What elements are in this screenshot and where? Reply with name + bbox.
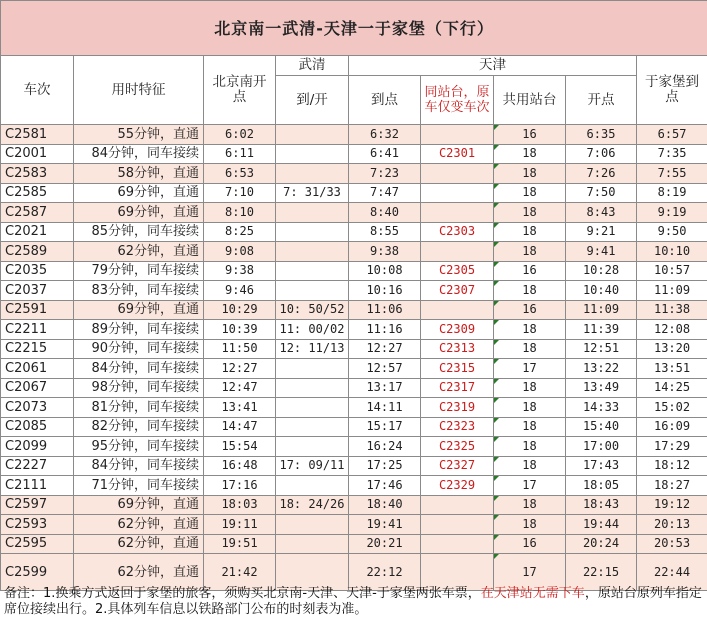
header-train: 车次 [1,56,74,125]
yujiapu-arrive-cell: 11:38 [637,300,707,320]
tianjin-depart-cell: 9:41 [566,242,637,262]
tianjin-depart-cell: 7:50 [566,183,637,203]
beijing-depart-cell: 13:41 [204,398,276,418]
note-part1: 备注：1.换乘方式返回于家堡的旅客，须购买北京南-天津、天津-于家堡两张车票， [4,586,481,601]
yujiapu-arrive-cell: 12:08 [637,320,707,340]
tianjin-arrive-cell: 12:57 [349,359,421,379]
shared-platform-cell: 16 [494,300,566,320]
tianjin-depart-cell: 14:33 [566,398,637,418]
tianjin-arrive-cell: 8:40 [349,203,421,223]
shared-platform-cell: 18 [494,242,566,262]
yujiapu-arrive-cell: 22:44 [637,554,707,591]
shared-platform-cell: 16 [494,534,566,554]
table-row [1,417,707,437]
header-wuqing-sub: 到/开 [276,76,349,125]
yujiapu-arrive-cell: 9:50 [637,222,707,242]
tianjin-arrive-cell: 15:17 [349,417,421,437]
beijing-depart-cell: 6:53 [204,164,276,184]
wuqing-arr-dep-cell [276,222,349,242]
wuqing-arr-dep-cell [276,242,349,262]
tianjin-depart-cell: 7:06 [566,144,637,164]
beijing-depart-cell: 14:47 [204,417,276,437]
header-tianjin: 天津 [349,56,637,76]
footnote [0,586,707,620]
train-number-cell: C2581 [1,125,74,145]
same-platform-train-cell [421,183,494,203]
same-platform-train-cell [421,554,494,591]
same-platform-train-cell: C2309 [421,320,494,340]
train-number-cell: C2595 [1,534,74,554]
wuqing-arr-dep-cell: 17: 09/11 [276,456,349,476]
yujiapu-arrive-cell: 10:57 [637,261,707,281]
wuqing-arr-dep-cell [276,164,349,184]
duration-feature-cell: 62分钟，直通 [74,554,204,591]
same-platform-train-cell: C2301 [421,144,494,164]
header-wuqing: 武清 [276,56,349,76]
same-platform-train-cell [421,125,494,145]
tianjin-depart-cell: 15:40 [566,417,637,437]
shared-platform-cell: 18 [494,339,566,359]
duration-feature-cell: 79分钟，同车接续 [74,261,204,281]
beijing-depart-cell: 9:46 [204,281,276,301]
shared-platform-cell: 18 [494,281,566,301]
shared-platform-cell: 17 [494,359,566,379]
same-platform-train-cell [421,203,494,223]
wuqing-arr-dep-cell: 7: 31/33 [276,183,349,203]
table-row [1,359,707,379]
shared-platform-cell: 18 [494,417,566,437]
beijing-depart-cell: 18:03 [204,495,276,515]
beijing-depart-cell: 16:48 [204,456,276,476]
wuqing-arr-dep-cell [276,398,349,418]
header-tj-depart: 开点 [566,76,637,125]
tianjin-arrive-cell: 10:16 [349,281,421,301]
shared-platform-cell: 16 [494,125,566,145]
train-number-cell: C2073 [1,398,74,418]
table-row [1,534,707,554]
beijing-depart-cell: 6:11 [204,144,276,164]
beijing-depart-cell: 17:16 [204,476,276,496]
same-platform-train-cell: C2307 [421,281,494,301]
train-number-cell: C2067 [1,378,74,398]
tianjin-depart-cell: 17:43 [566,456,637,476]
wuqing-arr-dep-cell [276,378,349,398]
header-tj-arrive: 到点 [349,76,421,125]
wuqing-arr-dep-cell [276,144,349,164]
shared-platform-cell: 18 [494,320,566,340]
shared-platform-cell: 18 [494,515,566,535]
same-platform-train-cell [421,495,494,515]
beijing-depart-cell: 10:39 [204,320,276,340]
tianjin-arrive-cell: 12:27 [349,339,421,359]
beijing-depart-cell: 9:08 [204,242,276,262]
tianjin-depart-cell: 13:22 [566,359,637,379]
yujiapu-arrive-cell: 7:35 [637,144,707,164]
yujiapu-arrive-cell: 8:19 [637,183,707,203]
yujiapu-arrive-cell: 11:09 [637,281,707,301]
table-row [1,242,707,262]
train-number-cell: C2099 [1,437,74,457]
shared-platform-cell: 18 [494,456,566,476]
same-platform-train-cell: C2323 [421,417,494,437]
wuqing-arr-dep-cell: 10: 50/52 [276,300,349,320]
duration-feature-cell: 62分钟，直通 [74,515,204,535]
duration-feature-cell: 69分钟，直通 [74,203,204,223]
tianjin-arrive-cell: 11:06 [349,300,421,320]
tianjin-depart-cell: 7:26 [566,164,637,184]
table-row [1,164,707,184]
shared-platform-cell: 18 [494,144,566,164]
train-number-cell: C2593 [1,515,74,535]
tianjin-depart-cell: 10:40 [566,281,637,301]
header-tj-shared-platform: 共用站台 [494,76,566,125]
beijing-depart-cell: 11:50 [204,339,276,359]
tianjin-depart-cell: 20:24 [566,534,637,554]
train-number-cell: C2061 [1,359,74,379]
same-platform-train-cell: C2315 [421,359,494,379]
train-number-cell: C2111 [1,476,74,496]
shared-platform-cell: 18 [494,398,566,418]
beijing-depart-cell: 10:29 [204,300,276,320]
table-row [1,339,707,359]
tianjin-arrive-cell: 18:40 [349,495,421,515]
same-platform-train-cell: C2303 [421,222,494,242]
train-number-cell: C2591 [1,300,74,320]
table-row [1,281,707,301]
train-number-cell: C2211 [1,320,74,340]
duration-feature-cell: 62分钟，直通 [74,242,204,262]
table-row [1,456,707,476]
header-yujiapu: 于家堡到点 [637,56,707,125]
table-row [1,203,707,223]
duration-feature-cell: 98分钟，同车接续 [74,378,204,398]
same-platform-train-cell: C2329 [421,476,494,496]
beijing-depart-cell: 9:38 [204,261,276,281]
title-row [1,1,707,56]
train-number-cell: C2001 [1,144,74,164]
train-number-cell: C2215 [1,339,74,359]
beijing-depart-cell: 8:10 [204,203,276,223]
shared-platform-cell: 17 [494,476,566,496]
header-row-1 [1,56,707,76]
wuqing-arr-dep-cell [276,554,349,591]
beijing-depart-cell: 21:42 [204,554,276,591]
tianjin-arrive-cell: 17:46 [349,476,421,496]
yujiapu-arrive-cell: 18:27 [637,476,707,496]
duration-feature-cell: 71分钟，同车接续 [74,476,204,496]
wuqing-arr-dep-cell [276,534,349,554]
duration-feature-cell: 82分钟，同车接续 [74,417,204,437]
yujiapu-arrive-cell: 14:25 [637,378,707,398]
table-row [1,378,707,398]
yujiapu-arrive-cell: 17:29 [637,437,707,457]
beijing-depart-cell: 6:02 [204,125,276,145]
yujiapu-arrive-cell: 15:02 [637,398,707,418]
tianjin-depart-cell: 19:44 [566,515,637,535]
same-platform-train-cell [421,300,494,320]
same-platform-train-cell: C2305 [421,261,494,281]
shared-platform-cell: 18 [494,437,566,457]
note-highlight: 在天津站无需下车 [480,586,585,601]
shared-platform-cell: 17 [494,554,566,591]
tianjin-arrive-cell: 14:11 [349,398,421,418]
duration-feature-cell: 84分钟，同车接续 [74,359,204,379]
tianjin-arrive-cell: 6:32 [349,125,421,145]
duration-feature-cell: 89分钟，同车接续 [74,320,204,340]
train-number-cell: C2035 [1,261,74,281]
same-platform-train-cell [421,534,494,554]
tianjin-depart-cell: 13:49 [566,378,637,398]
tianjin-depart-cell: 8:43 [566,203,637,223]
wuqing-arr-dep-cell [276,281,349,301]
header-feature: 用时特征 [74,56,204,125]
table-row [1,476,707,496]
table-row [1,495,707,515]
train-number-cell: C2085 [1,417,74,437]
same-platform-train-cell: C2327 [421,456,494,476]
tianjin-depart-cell: 17:00 [566,437,637,457]
tianjin-depart-cell: 12:51 [566,339,637,359]
table-row [1,222,707,242]
tianjin-arrive-cell: 9:38 [349,242,421,262]
beijing-depart-cell: 7:10 [204,183,276,203]
tianjin-arrive-cell: 7:47 [349,183,421,203]
tianjin-arrive-cell: 10:08 [349,261,421,281]
beijing-depart-cell: 12:47 [204,378,276,398]
yujiapu-arrive-cell: 10:10 [637,242,707,262]
duration-feature-cell: 83分钟，同车接续 [74,281,204,301]
duration-feature-cell: 95分钟，同车接续 [74,437,204,457]
train-number-cell: C2037 [1,281,74,301]
train-number-cell: C2599 [1,554,74,591]
duration-feature-cell: 81分钟，同车接续 [74,398,204,418]
same-platform-train-cell: C2325 [421,437,494,457]
header-tj-same-platform: 同站台，原车仅变车次 [421,76,494,125]
table-row [1,261,707,281]
tianjin-arrive-cell: 13:17 [349,378,421,398]
tianjin-depart-cell: 6:35 [566,125,637,145]
duration-feature-cell: 69分钟，直通 [74,300,204,320]
shared-platform-cell: 18 [494,183,566,203]
table-row [1,320,707,340]
train-number-cell: C2021 [1,222,74,242]
wuqing-arr-dep-cell [276,476,349,496]
table-row [1,144,707,164]
yujiapu-arrive-cell: 9:19 [637,203,707,223]
same-platform-train-cell [421,515,494,535]
duration-feature-cell: 85分钟，同车接续 [74,222,204,242]
yujiapu-arrive-cell: 13:51 [637,359,707,379]
table-row [1,125,707,145]
tianjin-arrive-cell: 22:12 [349,554,421,591]
shared-platform-cell: 18 [494,495,566,515]
wuqing-arr-dep-cell: 18: 24/26 [276,495,349,515]
wuqing-arr-dep-cell [276,203,349,223]
yujiapu-arrive-cell: 20:13 [637,515,707,535]
wuqing-arr-dep-cell [276,515,349,535]
tianjin-arrive-cell: 8:55 [349,222,421,242]
wuqing-arr-dep-cell [276,261,349,281]
table-row [1,515,707,535]
wuqing-arr-dep-cell [276,125,349,145]
shared-platform-cell: 18 [494,164,566,184]
beijing-depart-cell: 8:25 [204,222,276,242]
beijing-depart-cell: 15:54 [204,437,276,457]
tianjin-arrive-cell: 6:41 [349,144,421,164]
table-row [1,398,707,418]
wuqing-arr-dep-cell: 11: 00/02 [276,320,349,340]
beijing-depart-cell: 19:51 [204,534,276,554]
tianjin-depart-cell: 22:15 [566,554,637,591]
yujiapu-arrive-cell: 20:53 [637,534,707,554]
yujiapu-arrive-cell: 13:20 [637,339,707,359]
beijing-depart-cell: 19:11 [204,515,276,535]
same-platform-train-cell [421,164,494,184]
train-number-cell: C2587 [1,203,74,223]
table-row [1,437,707,457]
tianjin-arrive-cell: 17:25 [349,456,421,476]
table-row [1,183,707,203]
wuqing-arr-dep-cell [276,437,349,457]
header-beijing: 北京南开点 [204,56,276,125]
tianjin-arrive-cell: 20:21 [349,534,421,554]
tianjin-arrive-cell: 11:16 [349,320,421,340]
duration-feature-cell: 69分钟，直通 [74,495,204,515]
same-platform-train-cell: C2317 [421,378,494,398]
same-platform-train-cell: C2319 [421,398,494,418]
train-number-cell: C2597 [1,495,74,515]
duration-feature-cell: 90分钟，同车接续 [74,339,204,359]
duration-feature-cell: 84分钟，同车接续 [74,456,204,476]
table-row [1,554,707,591]
table-title: 北京南一武清-天津一于家堡（下行） [1,1,707,56]
tianjin-depart-cell: 10:28 [566,261,637,281]
wuqing-arr-dep-cell [276,417,349,437]
train-number-cell: C2585 [1,183,74,203]
duration-feature-cell: 84分钟，同车接续 [74,144,204,164]
shared-platform-cell: 18 [494,222,566,242]
timetable-body [1,125,707,591]
duration-feature-cell: 69分钟，直通 [74,183,204,203]
beijing-depart-cell: 12:27 [204,359,276,379]
duration-feature-cell: 58分钟，直通 [74,164,204,184]
tianjin-depart-cell: 11:09 [566,300,637,320]
tianjin-arrive-cell: 16:24 [349,437,421,457]
wuqing-arr-dep-cell: 12: 11/13 [276,339,349,359]
yujiapu-arrive-cell: 7:55 [637,164,707,184]
yujiapu-arrive-cell: 6:57 [637,125,707,145]
shared-platform-cell: 18 [494,378,566,398]
train-number-cell: C2589 [1,242,74,262]
duration-feature-cell: 55分钟，直通 [74,125,204,145]
tianjin-depart-cell: 11:39 [566,320,637,340]
tianjin-depart-cell: 9:21 [566,222,637,242]
shared-platform-cell: 18 [494,203,566,223]
tianjin-arrive-cell: 19:41 [349,515,421,535]
table-row [1,300,707,320]
train-number-cell: C2583 [1,164,74,184]
wuqing-arr-dep-cell [276,359,349,379]
duration-feature-cell: 62分钟，直通 [74,534,204,554]
tianjin-depart-cell: 18:05 [566,476,637,496]
train-number-cell: C2227 [1,456,74,476]
yujiapu-arrive-cell: 16:09 [637,417,707,437]
tianjin-depart-cell: 18:43 [566,495,637,515]
tianjin-arrive-cell: 7:23 [349,164,421,184]
same-platform-train-cell: C2313 [421,339,494,359]
same-platform-train-cell [421,242,494,262]
shared-platform-cell: 16 [494,261,566,281]
yujiapu-arrive-cell: 18:12 [637,456,707,476]
yujiapu-arrive-cell: 19:12 [637,495,707,515]
note-part2: ，原站台原列车指定席位接续出行。2.具体列车信息以铁路部门公布的时刻表为准。 [4,586,702,617]
